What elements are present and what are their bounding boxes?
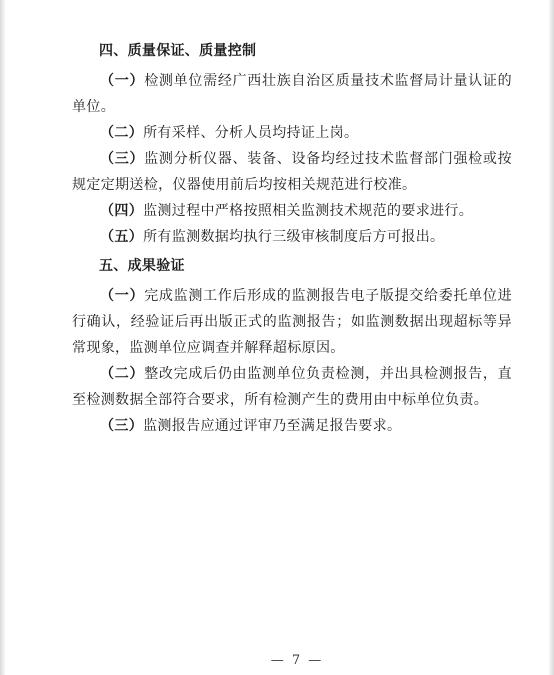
paragraph-verification-1 [72, 283, 512, 361]
item-text: 所有监测数据均执行三级审核制度后方可报出。 [143, 229, 445, 245]
paragraph-quality-5 [72, 224, 512, 250]
item-number: （四） [100, 203, 144, 219]
item-number: （一） [100, 73, 145, 89]
paragraph-quality-3 [72, 146, 512, 198]
item-text: 检测单位需经广西壮族自治区质量技术监督局计量认证的单位。 [72, 73, 512, 115]
item-text: 监测报告应通过评审乃至满足报告要求。 [143, 418, 402, 434]
section-heading-quality: 四、质量保证、质量控制 [99, 43, 257, 59]
paragraph-quality-2 [72, 120, 512, 146]
left-page-edge [0, 0, 6, 675]
item-number: （三） [100, 418, 144, 434]
item-number: （二） [100, 125, 144, 141]
paragraph-quality-1 [72, 68, 512, 120]
paragraph-verification-3 [72, 413, 512, 439]
item-text: 监测过程中严格按照相关监测技术规范的要求进行。 [143, 203, 474, 219]
item-number: （二） [100, 366, 145, 382]
right-page-edge [548, 0, 554, 675]
paragraph-verification-2 [72, 361, 512, 413]
item-text: 完成监测工作后形成的监测报告电子版提交给委托单位进行确认，经验证后再出版正式的监测报告；如监测数据出现超标等异常现象，监测单位应调查并解释超标原因。 [72, 288, 512, 356]
section-heading-verification: 五、成果验证 [99, 258, 185, 274]
document-body [72, 35, 512, 439]
paragraph-quality-4 [72, 198, 512, 224]
item-number: （一） [100, 288, 145, 304]
page-number: — 7 — [270, 653, 324, 668]
item-text: 所有采样、分析人员均持证上岗。 [143, 125, 359, 141]
item-text: 整改完成后仍由监测单位负责检测，并出具检测报告，直至检测数据全部符合要求，所有检测产生的费用由中标单位负责。 [72, 366, 512, 408]
item-text: 监测分析仪器、装备、设备均经过技术监督部门强检或按规定定期送检，仪器使用前后均按相关规范进行校准。 [72, 151, 512, 193]
item-number: （三） [100, 151, 145, 167]
item-number: （五） [100, 229, 144, 245]
